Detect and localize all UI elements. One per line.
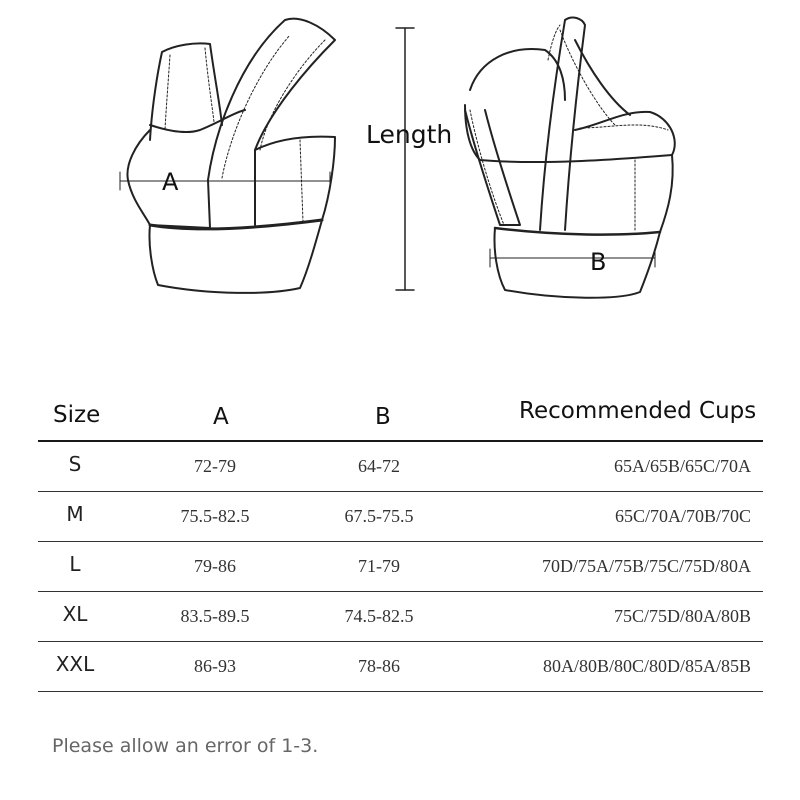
cell-a: 75.5-82.5 (180, 506, 250, 526)
cell-a: 86-93 (194, 656, 236, 676)
front-view-drawing (120, 19, 335, 293)
cell-cups: 65C/70A/70B/70C (614, 506, 751, 526)
cell-a: 83.5-89.5 (180, 606, 250, 626)
cell-cups: 80A/80B/80C/80D/85A/85B (542, 656, 751, 676)
length-label: Length (366, 120, 453, 149)
table-row (38, 642, 763, 692)
cell-size: M (66, 502, 84, 526)
product-illustration (0, 0, 800, 330)
cell-size: XXL (55, 652, 95, 676)
cell-cups: 75C/75D/80A/80B (613, 606, 751, 626)
cell-a: 79-86 (194, 556, 236, 576)
cell-cups: 70D/75A/75B/75C/75D/80A (541, 556, 751, 576)
table-row (38, 592, 763, 642)
cell-b: 67.5-75.5 (344, 506, 414, 526)
size-chart-table (38, 390, 763, 692)
table-row (38, 442, 763, 492)
length-measure-line (396, 28, 414, 290)
cell-size: XL (62, 602, 88, 626)
table-header-row: Size A B Recommended Cups (38, 390, 763, 442)
cell-cups: 65A/65B/65C/70A (613, 456, 751, 476)
cell-size: S (68, 452, 82, 476)
measurement-a-label: A (162, 168, 179, 196)
header-size: Size (53, 402, 101, 428)
measurement-b-label: B (590, 248, 607, 276)
table-row (38, 492, 763, 542)
error-note: Please allow an error of 1-3. (52, 735, 319, 757)
cell-b: 71-79 (358, 556, 400, 576)
header-recommended-cups: Recommended Cups (519, 398, 757, 424)
cell-b: 74.5-82.5 (344, 606, 414, 626)
cell-a: 72-79 (194, 456, 236, 476)
table-row (38, 542, 763, 592)
back-view-drawing (465, 18, 675, 298)
cell-b: 78-86 (358, 656, 400, 676)
cell-b: 64-72 (358, 456, 400, 476)
cell-size: L (69, 552, 81, 576)
